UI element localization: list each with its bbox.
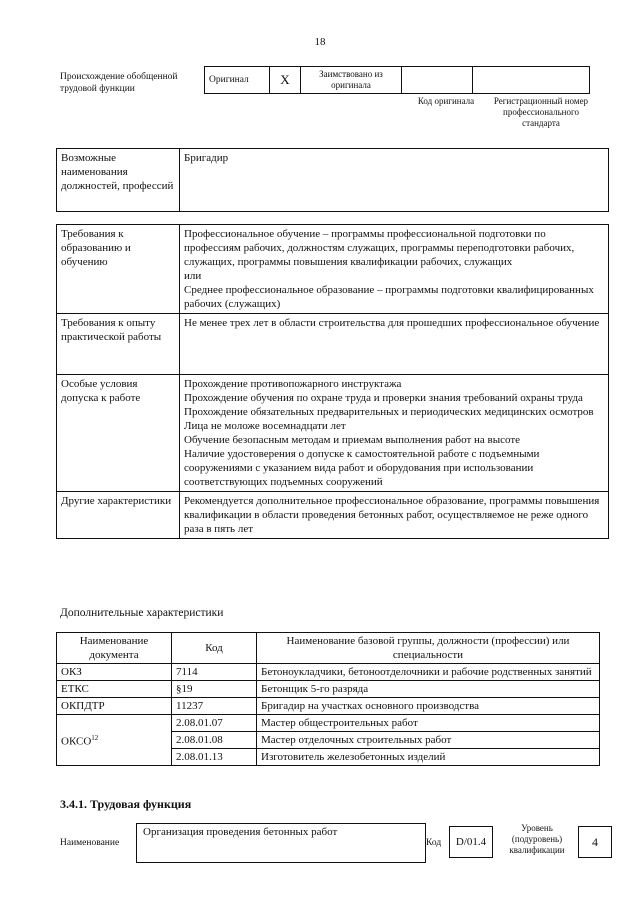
labor-function-title: 3.4.1. Трудовая функция [60, 797, 192, 811]
req-value [180, 375, 609, 492]
col-header-name: Наименование базовой группы, должности (профессии) или специальности [257, 633, 600, 664]
level-label: Уровень (подуровень) квалификации [509, 823, 565, 855]
table-row [57, 681, 600, 698]
name-cell: Мастер общестроительных работ [257, 715, 600, 732]
req-line: Не менее трех лет в области строительства для прошедших профессиональное обучение [184, 317, 600, 329]
doc-cell: ЕТКС [57, 681, 172, 698]
borrowed-label: Заимствовано из оригинала [301, 67, 402, 94]
req-line: Прохождение противопожарного инструктажа [184, 378, 402, 390]
code-cell: §19 [172, 681, 257, 698]
name-cell: Бетоноукладчики, бетоноотделочники и рабочие родственных занятий [257, 664, 600, 681]
req-value [180, 225, 609, 314]
code-original-cell [402, 67, 473, 94]
req-line: Прохождение обучения по охране труда и проверки знания требований охраны труда [184, 392, 583, 404]
origin-table [204, 66, 590, 94]
doc-cell: ОКПДТР [57, 698, 172, 715]
table-header-row [57, 633, 600, 664]
function-name-box: Организация проведения бетонных работ [136, 823, 426, 863]
code-cell: 7114 [172, 664, 257, 681]
table-row [57, 698, 600, 715]
original-cell [205, 67, 270, 94]
origin-label: Происхождение обобщенной трудовой функции [60, 72, 178, 94]
requirements-table [56, 224, 609, 539]
req-label: Особые условия допуска к работе [57, 375, 180, 492]
original-mark: X [270, 67, 301, 94]
page-number: 18 [314, 36, 326, 48]
req-row-admission [57, 375, 609, 492]
name-cell: Бригадир на участках основного производства [257, 698, 600, 715]
req-label: Требования к опыту практической работы [57, 314, 180, 375]
name-cell: Изготовитель железобетонных изделий [257, 749, 600, 766]
req-row-education [57, 225, 609, 314]
code-cell: 2.08.01.13 [172, 749, 257, 766]
req-label: Другие характеристики [57, 492, 180, 539]
table-row [57, 715, 600, 732]
code-label: Код [426, 838, 442, 848]
positions-label: Возможные наименования должностей, профессий [57, 149, 180, 212]
req-value [180, 314, 609, 375]
code-original-label: Код оригинала [417, 96, 475, 106]
code-cell: 2.08.01.08 [172, 732, 257, 749]
req-line: Наличие удостоверения о допуске к самостоятельной работе с подъемными сооружениями с указанием вида работ и оборудования при использовании соответствующих подъемных сооружений [184, 448, 540, 488]
req-line: Профессиональное обучение – программы профессиональной подготовки по профессиям рабочих, должностям служащих, программы переподготовки рабочих, служащих, программы повышения квалификации рабочих, служащих [184, 228, 575, 268]
positions-value: Бригадир [180, 149, 609, 212]
req-line: Обучение безопасным методам и приемам выполнения работ на высоте [184, 434, 521, 446]
name-cell: Бетонщик 5-го разряда [257, 681, 600, 698]
col-header-code: Код [172, 633, 257, 664]
positions-table [56, 148, 609, 212]
req-value [180, 492, 609, 539]
additional-table [56, 632, 600, 766]
req-line: Среднее профессиональное образование – программы подготовки квалифицированных рабочих (служащих) [184, 284, 594, 310]
reg-number-cell [473, 67, 590, 94]
doc-okso: ОКСО [61, 735, 92, 748]
req-label: Требования к образованию и обучению [57, 225, 180, 314]
req-line: Рекомендуется дополнительное профессиональное образование, программы повышения квалификации в области проведения бетонных работ, осуществляемое не реже одного раза в пять лет [184, 495, 600, 535]
req-row-experience [57, 314, 609, 375]
code-cell: 11237 [172, 698, 257, 715]
original-label: Оригинал [209, 75, 249, 85]
code-cell: 2.08.01.07 [172, 715, 257, 732]
additional-title: Дополнительные характеристики [60, 607, 224, 619]
req-line: Прохождение обязательных предварительных и периодических медицинских осмотров [184, 406, 594, 418]
footnote-ref: 12 [91, 734, 99, 743]
name-cell: Мастер отделочных строительных работ [257, 732, 600, 749]
col-header-doc: Наименование документа [57, 633, 172, 664]
doc-cell: ОКЗ [57, 664, 172, 681]
req-line: Лица не моложе восемнадцати лет [184, 420, 346, 432]
name-label: Наименование [60, 838, 120, 848]
function-code-box: D/01.4 [449, 826, 493, 858]
req-line: или [184, 270, 202, 282]
req-row-other [57, 492, 609, 539]
reg-number-label: Регистрационный номер профессионального стандарта [493, 96, 589, 128]
level-value-box: 4 [578, 826, 612, 858]
doc-cell [57, 715, 172, 766]
table-row [57, 664, 600, 681]
